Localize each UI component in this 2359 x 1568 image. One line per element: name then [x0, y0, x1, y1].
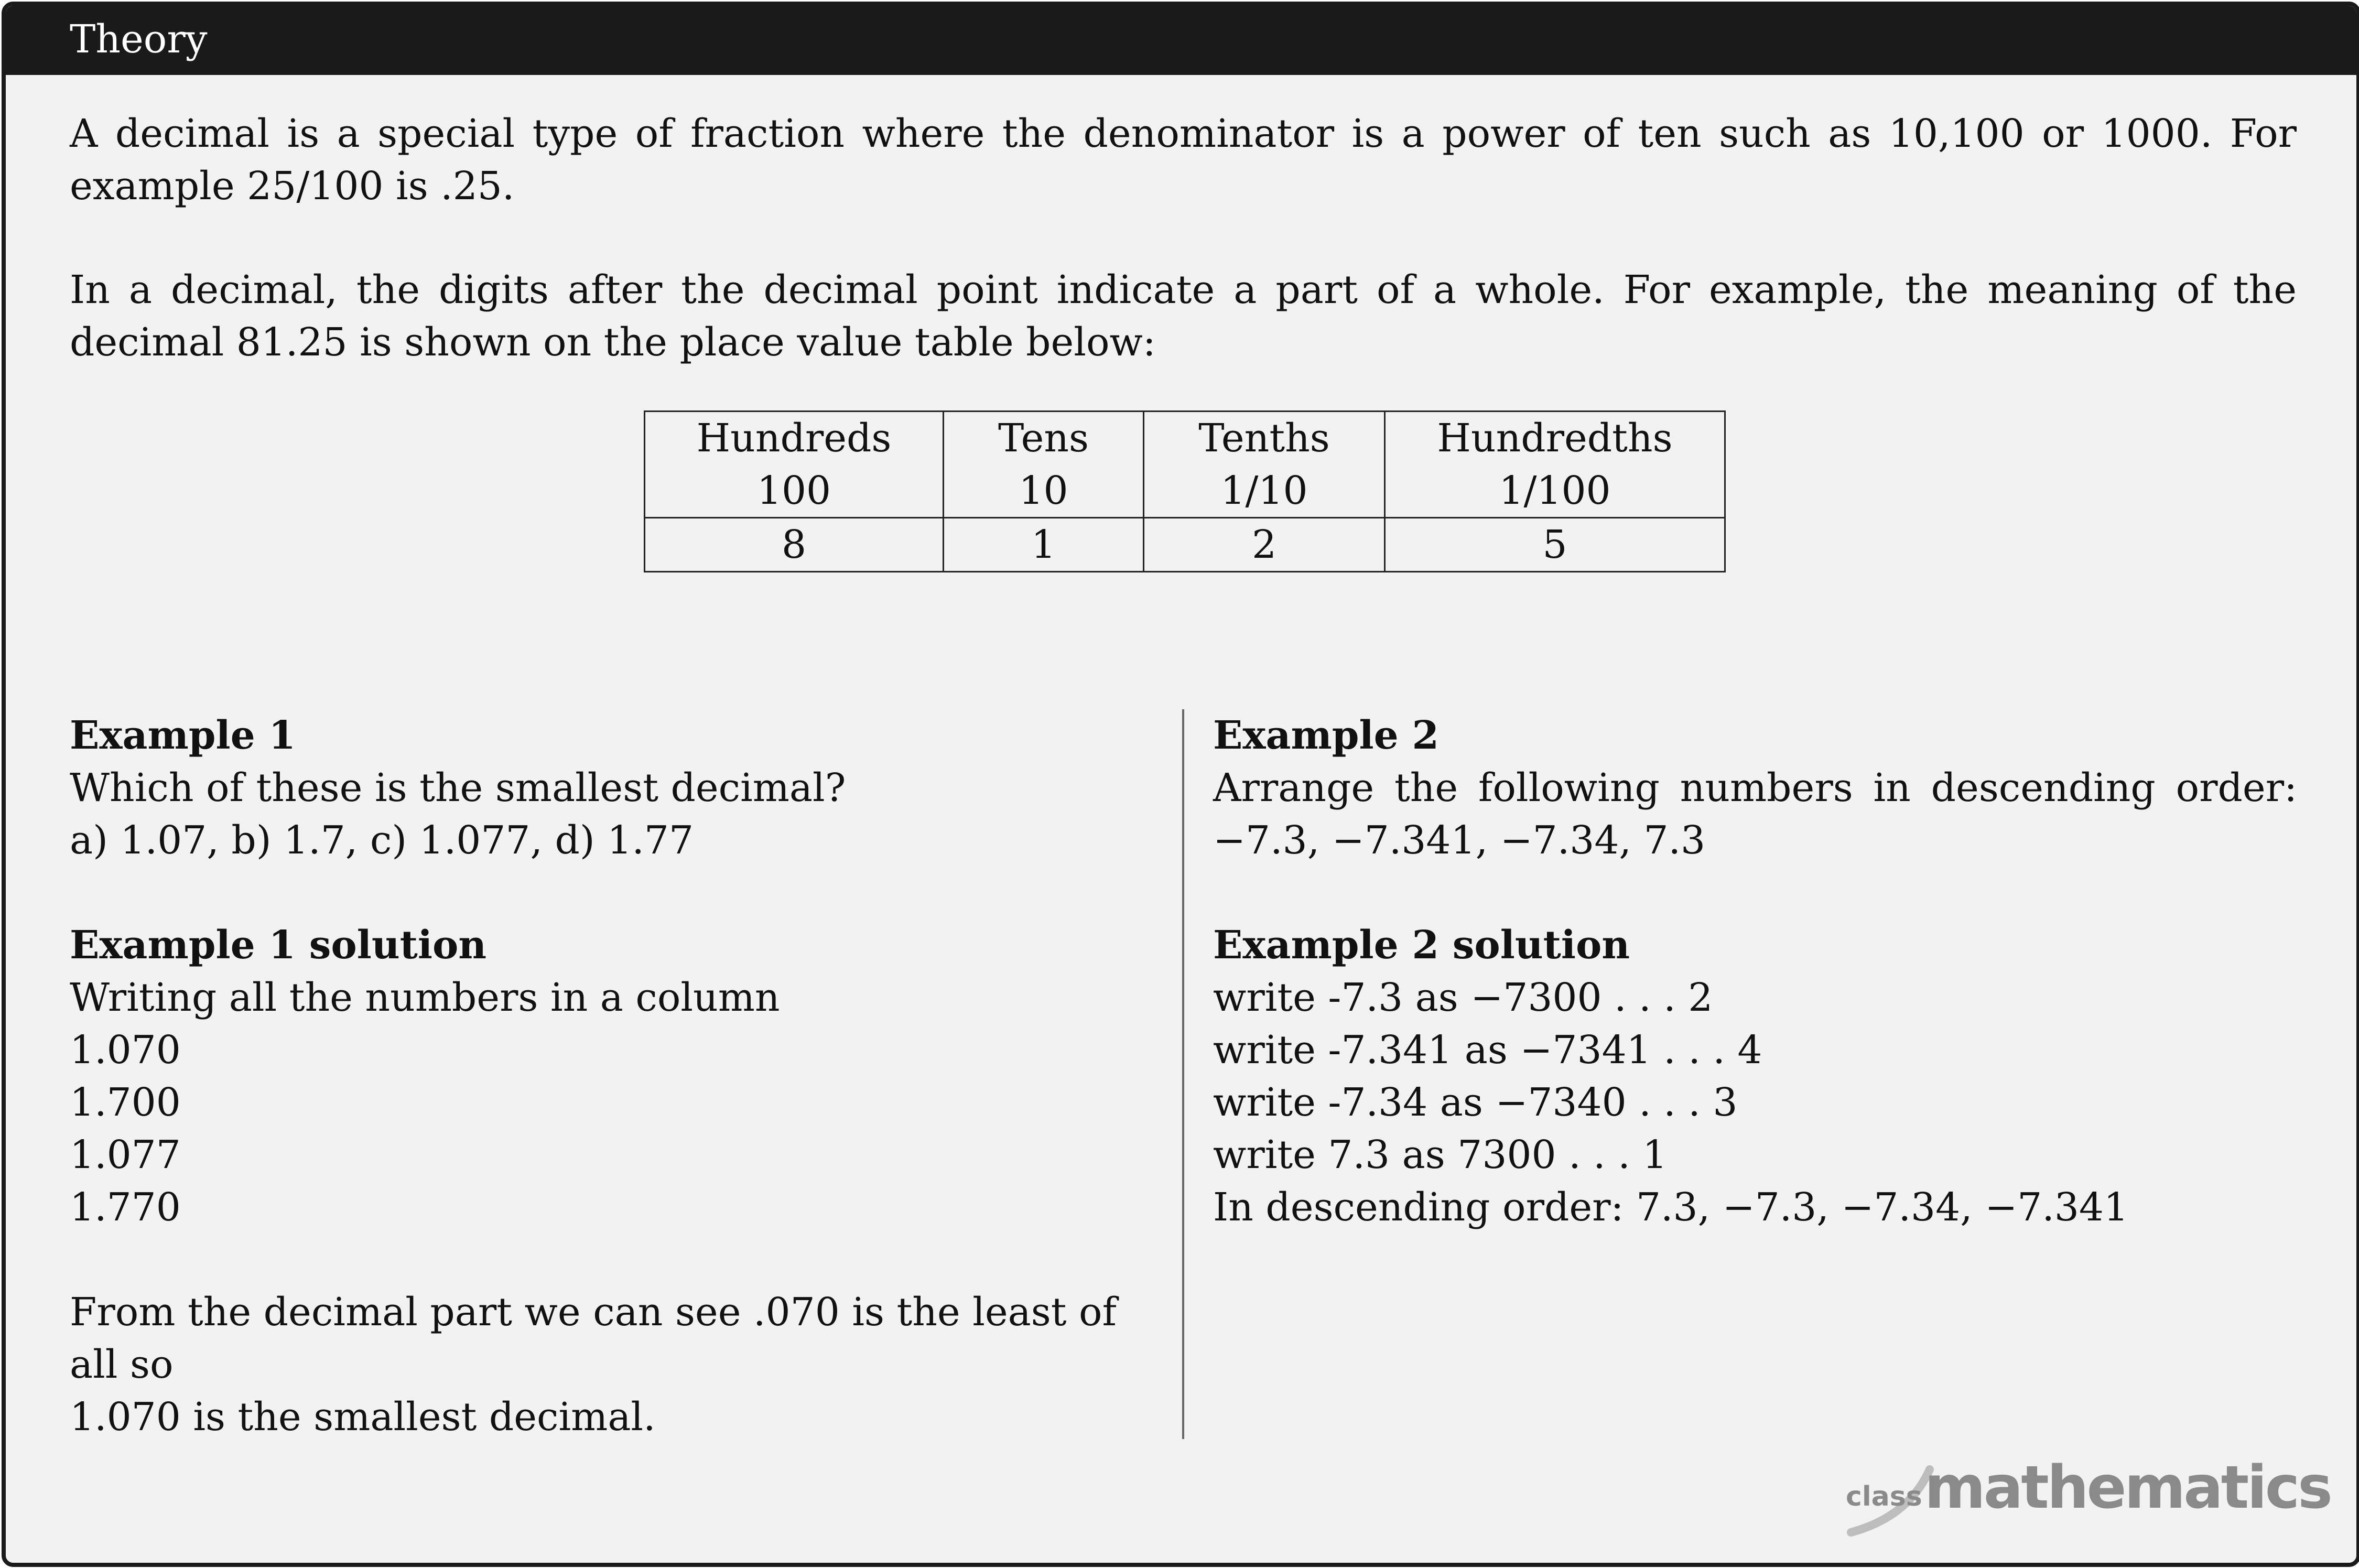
column-name: Hundredths	[1437, 416, 1673, 461]
example-1-column	[70, 709, 1160, 1443]
digit-cell: 2	[1144, 518, 1385, 572]
column-name: Tens	[998, 416, 1089, 461]
intro-paragraph-2: In a decimal, the digits after the decimal point indicate a part of a whole. For example, the meaning of the decimal 81.25 is shown on the place value table below:	[70, 267, 2297, 365]
example-1-solution-title: Example 1 solution	[70, 923, 487, 968]
digit-cell: 1	[944, 518, 1144, 572]
example-1-options: a) 1.07, b) 1.7, c) 1.077, d) 1.77	[70, 818, 694, 863]
header-title: Theory	[70, 17, 208, 62]
table-header-cell	[1385, 412, 1725, 518]
theory-card	[2, 2, 2359, 1567]
example-2-numbers: −7.3, −7.341, −7.34, 7.3	[1213, 818, 1706, 863]
table-header-row	[645, 412, 1725, 518]
solution-step: write -7.34 as −7340 . . . 3	[1213, 1080, 1738, 1125]
table-header-cell	[1144, 412, 1385, 518]
column-number: 1.070	[70, 1028, 181, 1073]
example-1-conclusion-line-2: 1.070 is the smallest decimal.	[70, 1394, 656, 1440]
place-value-table	[644, 410, 1726, 572]
column-value: 1/10	[1220, 468, 1308, 513]
digit-cell: 5	[1385, 518, 1725, 572]
example-2-column	[1213, 709, 2297, 1234]
digit-cell: 8	[645, 518, 944, 572]
logo-main-text: mathematics	[1924, 1454, 2331, 1522]
column-name: Tenths	[1198, 416, 1330, 461]
table-header-cell	[645, 412, 944, 518]
table-row	[645, 518, 1725, 572]
example-2-solution-title: Example 2 solution	[1213, 923, 1630, 968]
example-1-conclusion-line-1: From the decimal part we can see .070 is the least of all so	[70, 1290, 1117, 1387]
table-header-cell	[944, 412, 1144, 518]
example-1-solution-intro: Writing all the numbers in a column	[70, 975, 780, 1020]
column-number: 1.770	[70, 1185, 181, 1230]
example-2-question: Arrange the following numbers in descending order:	[1213, 765, 2297, 810]
example-1-question: Which of these is the smallest decimal?	[70, 765, 846, 810]
solution-step: write -7.341 as −7341 . . . 4	[1213, 1028, 1762, 1073]
column-value: 10	[1019, 468, 1068, 513]
example-2-title: Example 2	[1213, 713, 1439, 758]
column-name: Hundreds	[696, 416, 892, 461]
spacer	[70, 1234, 1160, 1286]
solution-step: write -7.3 as −7300 . . . 2	[1213, 975, 1713, 1020]
example-1-title: Example 1	[70, 713, 296, 758]
column-number: 1.077	[70, 1132, 181, 1177]
intro-paragraph-1: A decimal is a special type of fraction where the denominator is a power of ten such as 10,100 or 1000. For example 25/100 is .25.	[70, 111, 2297, 209]
spacer	[70, 867, 1160, 919]
card-header	[6, 6, 2356, 75]
class-mathematics-logo	[1846, 1454, 2331, 1538]
column-divider	[1182, 709, 1184, 1439]
solution-step: write 7.3 as 7300 . . . 1	[1213, 1132, 1668, 1177]
logo-small-text: class	[1846, 1481, 1922, 1512]
column-value: 1/100	[1499, 468, 1611, 513]
example-2-answer: In descending order: 7.3, −7.3, −7.34, −7.341	[1213, 1185, 2129, 1230]
column-value: 100	[756, 468, 831, 513]
spacer	[1213, 867, 2297, 919]
column-number: 1.700	[70, 1080, 181, 1125]
